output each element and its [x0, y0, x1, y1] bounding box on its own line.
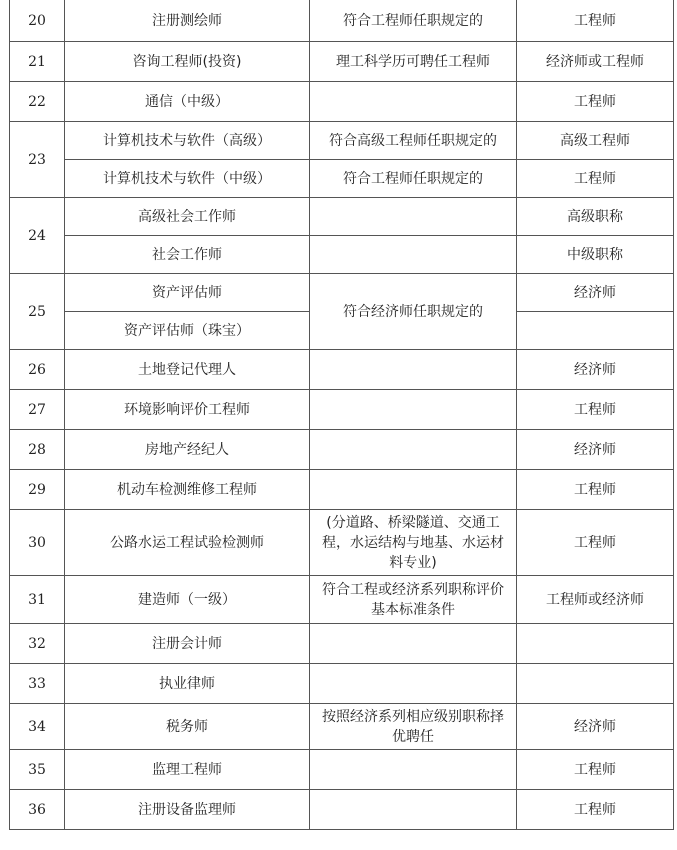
table-row [10, 198, 674, 236]
table-row [10, 236, 674, 274]
qualification-name: 执业律师 [65, 664, 310, 704]
title-level: 工程师 [517, 82, 674, 122]
title-level: 经济师 [517, 350, 674, 390]
title-level: 工程师或经济师 [517, 576, 674, 624]
appointment-condition: 符合经济师任职规定的 [310, 274, 517, 350]
condition-line: 按照经济系列相应级别职称择 [322, 708, 504, 725]
qualification-name: 注册会计师 [65, 624, 310, 664]
appointment-condition [310, 790, 517, 830]
title-level: 高级工程师 [517, 122, 674, 160]
title-level: 工程师 [517, 470, 674, 510]
appointment-condition [310, 82, 517, 122]
appointment-condition [310, 390, 517, 430]
row-number: 36 [10, 790, 65, 830]
title-level: 工程师 [517, 0, 674, 42]
row-number: 24 [10, 198, 65, 274]
qualification-name: 注册测绘师 [65, 0, 310, 42]
table-row [10, 0, 674, 42]
appointment-condition: 理工科学历可聘任工程师 [310, 42, 517, 82]
appointment-condition [310, 470, 517, 510]
table-row [10, 430, 674, 470]
title-level: 经济师 [517, 430, 674, 470]
table-row [10, 750, 674, 790]
condition-line: 符合工程或经济系列职称评价 [322, 581, 504, 598]
title-level [517, 624, 674, 664]
row-number: 20 [10, 0, 65, 42]
appointment-condition: 符合工程师任职规定的 [310, 0, 517, 42]
table-row [10, 160, 674, 198]
appointment-condition [310, 624, 517, 664]
title-level: 工程师 [517, 160, 674, 198]
table-row [10, 350, 674, 390]
row-number: 25 [10, 274, 65, 350]
appointment-condition [310, 510, 517, 576]
table-row [10, 122, 674, 160]
title-level: 经济师 [517, 274, 674, 312]
table-row [10, 664, 674, 704]
title-level: 工程师 [517, 510, 674, 576]
row-number: 29 [10, 470, 65, 510]
qualification-name: 土地登记代理人 [65, 350, 310, 390]
table-row [10, 704, 674, 750]
table-row [10, 576, 674, 624]
appointment-condition [310, 704, 517, 750]
qualification-name: 计算机技术与软件（中级） [65, 160, 310, 198]
title-level: 工程师 [517, 390, 674, 430]
appointment-condition [310, 430, 517, 470]
condition-line: (分道路、桥梁隧道、交通工 [326, 514, 500, 531]
title-level: 经济师 [517, 704, 674, 750]
qualification-name: 计算机技术与软件（高级） [65, 122, 310, 160]
qualification-name: 注册设备监理师 [65, 790, 310, 830]
row-number: 21 [10, 42, 65, 82]
row-number: 30 [10, 510, 65, 576]
appointment-condition [310, 750, 517, 790]
qualification-name: 公路水运工程试验检测师 [65, 510, 310, 576]
appointment-condition: 符合工程师任职规定的 [310, 160, 517, 198]
title-level: 中级职称 [517, 236, 674, 274]
table-row [10, 390, 674, 430]
appointment-condition [310, 576, 517, 624]
row-number: 31 [10, 576, 65, 624]
row-number: 26 [10, 350, 65, 390]
title-level [517, 664, 674, 704]
qualification-name: 房地产经纪人 [65, 430, 310, 470]
condition-line: 优聘任 [392, 728, 434, 745]
row-number: 22 [10, 82, 65, 122]
table-row [10, 470, 674, 510]
table-row [10, 790, 674, 830]
qualification-name: 环境影响评价工程师 [65, 390, 310, 430]
qualification-table [9, 0, 674, 830]
appointment-condition [310, 664, 517, 704]
row-number: 35 [10, 750, 65, 790]
qualification-name: 高级社会工作师 [65, 198, 310, 236]
qualification-name: 建造师（一级） [65, 576, 310, 624]
qualification-name: 咨询工程师(投资) [65, 42, 310, 82]
appointment-condition [310, 350, 517, 390]
row-number: 23 [10, 122, 65, 198]
table-row [10, 624, 674, 664]
qualification-name: 监理工程师 [65, 750, 310, 790]
appointment-condition [310, 236, 517, 274]
title-level [517, 312, 674, 350]
condition-line: 料专业) [389, 554, 437, 571]
title-level: 经济师或工程师 [517, 42, 674, 82]
appointment-condition [310, 198, 517, 236]
row-number: 34 [10, 704, 65, 750]
row-number: 27 [10, 390, 65, 430]
table-row [10, 82, 674, 122]
qualification-name: 资产评估师 [65, 274, 310, 312]
title-level: 高级职称 [517, 198, 674, 236]
row-number: 28 [10, 430, 65, 470]
qualification-name: 税务师 [65, 704, 310, 750]
title-level: 工程师 [517, 790, 674, 830]
condition-line: 基本标准条件 [371, 601, 455, 618]
table-row [10, 510, 674, 576]
row-number: 33 [10, 664, 65, 704]
qualification-name: 资产评估师（珠宝） [65, 312, 310, 350]
condition-line: 程，水运结构与地基、水运材 [322, 534, 504, 551]
row-number: 32 [10, 624, 65, 664]
qualification-name: 社会工作师 [65, 236, 310, 274]
table-row [10, 274, 674, 312]
table-row [10, 42, 674, 82]
title-level: 工程师 [517, 750, 674, 790]
appointment-condition: 符合高级工程师任职规定的 [310, 122, 517, 160]
qualification-name: 机动车检测维修工程师 [65, 470, 310, 510]
qualification-name: 通信（中级） [65, 82, 310, 122]
